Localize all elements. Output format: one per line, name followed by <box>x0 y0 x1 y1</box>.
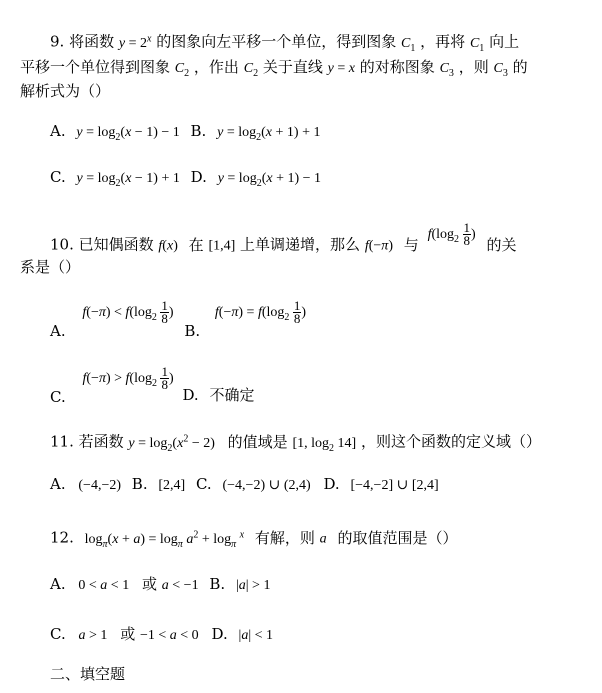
q11-line1 <box>50 430 541 457</box>
q12-option-b-label: B. <box>209 575 226 593</box>
q12-equation: $\log_\pi(x + a) = \log_\pi a^2 + \log_\pi ^x$ <box>84 529 245 550</box>
q9-text-b: ，再将 <box>420 32 466 51</box>
q9-text-c: 向上 <box>489 32 520 51</box>
q10-option-c-label: C. <box>50 387 66 406</box>
q12-option-a-label: A. <box>50 575 66 593</box>
q10-fx: f(x) <box>158 238 178 254</box>
q9-line2-d: 的对称图象 <box>359 58 435 76</box>
q9-option-c: $y = \log_2(x - 1) + 1$ <box>76 171 180 189</box>
q9-line2-a: 平移一个单位得到图象 <box>20 58 171 76</box>
q10-text-c: 与 <box>403 235 419 254</box>
q9-text-a: 的图象向左平移一个单位，得到图象 <box>156 32 397 51</box>
q9-option-d: $y = \log_2(x + 1) - 1$ <box>217 171 322 189</box>
q9-line3 <box>20 82 110 100</box>
q9-options-row1 <box>50 122 320 147</box>
q9-c3: $C_3$ <box>439 61 454 79</box>
q9-option-a-label: A. <box>50 122 66 140</box>
q10-text-d: 的关 <box>486 235 517 254</box>
q11-prefix: 11. 若函数 <box>50 432 124 451</box>
q9-line1 <box>50 30 519 57</box>
q10-interval: [1,4] <box>208 238 236 254</box>
q12-option-c-or: 或 <box>120 625 136 643</box>
q9-line-yx: y = x <box>327 61 355 76</box>
q10-text-b: 上单调递增，那么 <box>240 235 361 254</box>
q11-option-a-label: A. <box>50 475 66 493</box>
q9-c3b: $C_3$ <box>493 61 508 79</box>
q9-option-a: $y = \log_2(x - 1) - 1$ <box>76 125 180 143</box>
q11-option-a: (−4,−2) <box>78 478 122 493</box>
q12-option-c-part2: −1 < a < 0 <box>139 628 199 643</box>
q11-option-c: (−4,−2) ∪ (2,4) <box>222 478 311 493</box>
q11-options <box>50 475 439 495</box>
q10-line1 <box>50 220 517 261</box>
q12-option-d: |a| < 1 <box>238 628 274 643</box>
q9-line2-b: ，作出 <box>193 58 239 76</box>
q12-option-a-part1: 0 < a < 1 <box>78 578 130 593</box>
q9-c2b: $C_2$ <box>243 61 259 79</box>
q12-option-a-part2: a < −1 <box>161 578 199 593</box>
q10-prefix: 10. 已知偶函数 <box>50 235 154 254</box>
q11-option-d-label: D. <box>323 475 340 493</box>
q9-options-row2 <box>50 168 321 193</box>
q11-range: [1, $\log_2 14$] <box>292 435 357 454</box>
q10-option-c: $f(-\pi) > f(\log_2$ $\frac{1}{8}$ ) <box>82 364 174 392</box>
q12-options-row1 <box>50 575 270 595</box>
q12-option-d-label: D. <box>211 625 228 643</box>
q10-f-neg-pi: f(−π) <box>364 238 393 254</box>
q10-options-row1 <box>50 300 306 340</box>
q10-text-a: 在 <box>188 235 204 254</box>
q9-line3-text: 解析式为（） <box>20 82 111 100</box>
q9-line2-e: ，则 <box>458 58 489 76</box>
q9-option-b-label: B. <box>190 122 207 140</box>
q11-text-a: 的值域是 <box>227 432 288 451</box>
q11-text-b: ，则这个函数的定义域（） <box>360 432 541 451</box>
q10-line2 <box>20 258 80 276</box>
q12-option-a-or: 或 <box>141 575 157 593</box>
q12-var-a: a <box>319 531 327 547</box>
q11-option-d: [−4,−2] ∪ [2,4] <box>350 478 439 493</box>
q9-prefix: 9. 将函数 <box>50 32 115 51</box>
q9-c1b: $C_1$ <box>469 35 485 54</box>
q10-option-b-label: B. <box>184 321 201 340</box>
q11-func: $y = \log_2(x^2 - 2)$ <box>128 433 215 454</box>
q10-line2-text: 系是（） <box>20 258 81 276</box>
q9-func: $y = 2^x$ <box>118 33 152 51</box>
q9-option-b: $y = \log_2(x + 1) + 1$ <box>217 125 321 143</box>
q12-text-a: 有解，则 <box>254 528 315 547</box>
q9-option-d-label: D. <box>190 168 207 186</box>
q9-line2-f: 的 <box>512 58 528 76</box>
q12-option-c-label: C. <box>50 625 66 643</box>
q12-line1 <box>50 526 457 553</box>
q12-prefix: 12. <box>50 528 74 547</box>
q9-c1: $C_1$ <box>401 35 416 54</box>
q9-line2-c: 关于直线 <box>262 58 323 76</box>
section2-title: 二、填空题 <box>50 665 126 683</box>
q11-option-c-label: C. <box>195 475 212 493</box>
q12-options-row2 <box>50 625 273 645</box>
q10-option-d-text: 不确定 <box>209 385 255 404</box>
q10-options-row2 <box>50 366 255 406</box>
q12-option-b: |a| > 1 <box>235 578 271 593</box>
q10-option-a-label: A. <box>50 321 66 340</box>
q11-option-b-label: B. <box>131 475 148 493</box>
q10-option-d-label: D. <box>182 385 199 404</box>
q10-f-log: $f(\log_2$ $\frac{1}{8}$ ) <box>427 220 476 248</box>
q9-option-c-label: C. <box>50 168 66 186</box>
q9-line2 <box>20 58 528 83</box>
q10-option-a: $f(-\pi) < f(\log_2$ $\frac{1}{8}$ ) <box>82 298 174 326</box>
q9-c2: $C_2$ <box>174 61 190 79</box>
q12-option-c-part1: a > 1 <box>78 628 108 643</box>
q12-text-b: 的取值范围是（） <box>337 528 458 547</box>
q10-option-b: $f(-\pi) = f(\log_2$ $\frac{1}{8}$ ) <box>214 298 307 326</box>
q11-option-b: [2,4] <box>158 478 186 493</box>
